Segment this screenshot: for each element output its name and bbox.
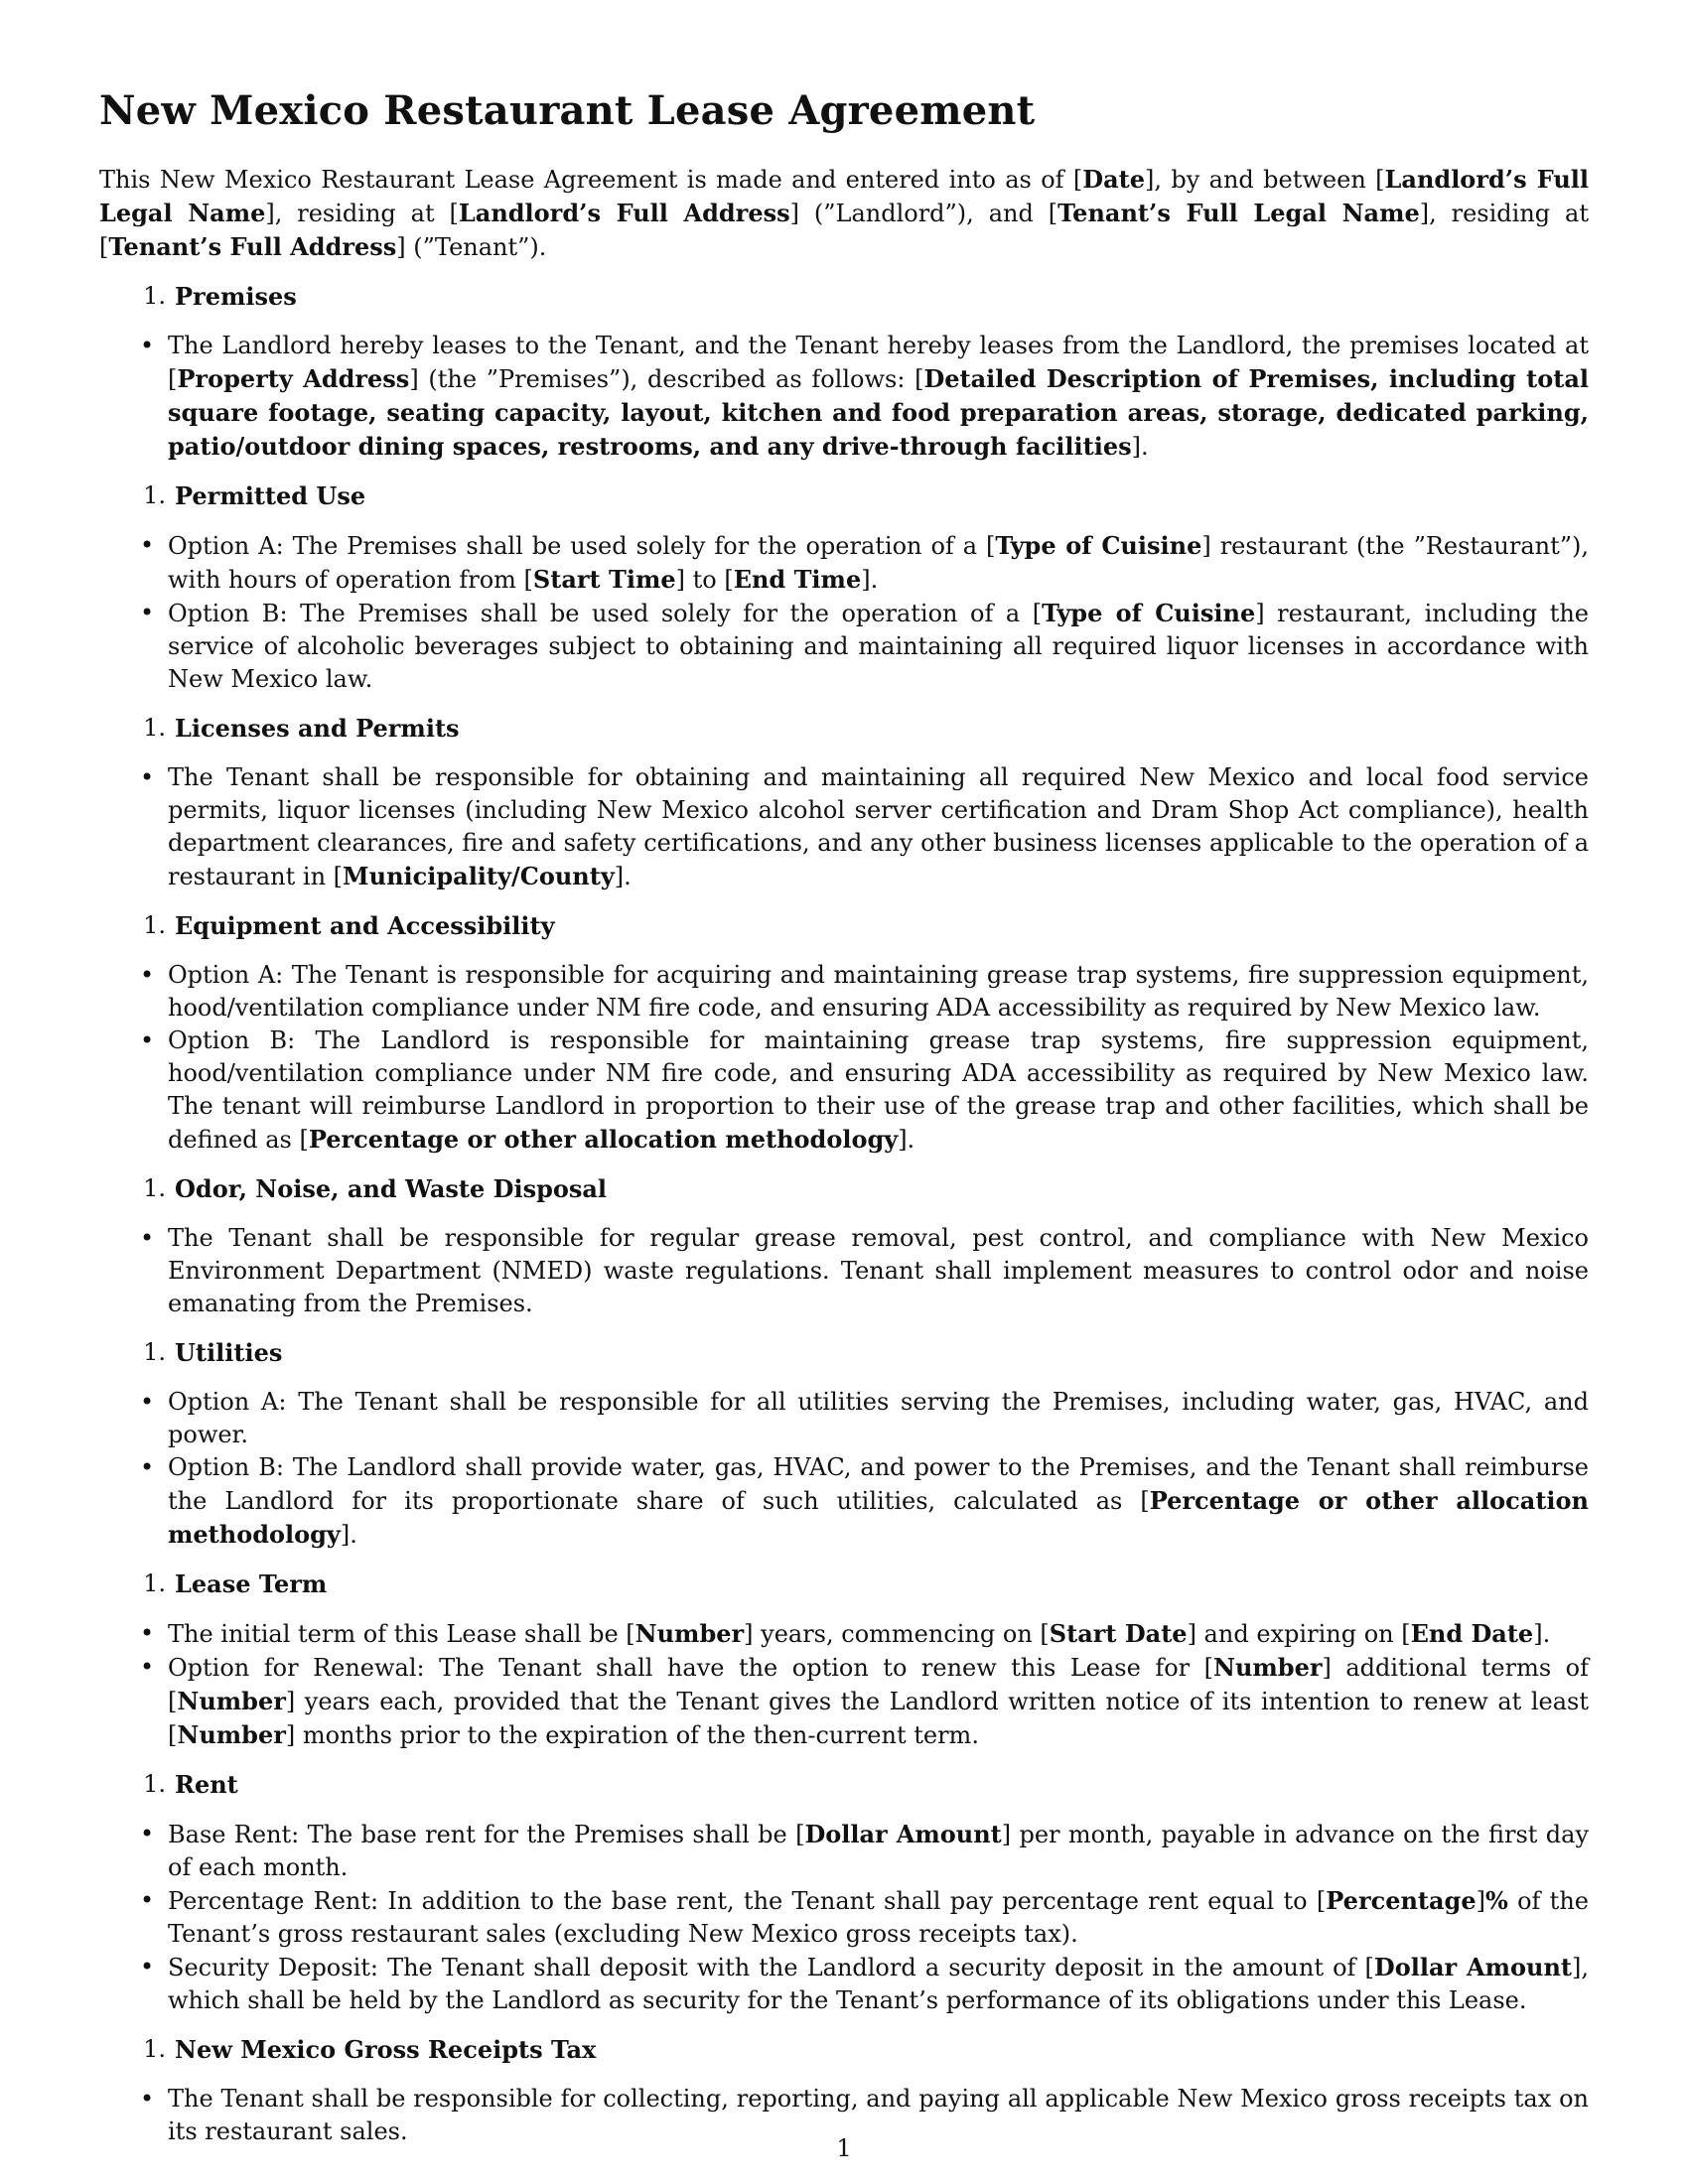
list-item [99,529,1589,597]
text-run: ], by and between [ [1145,166,1385,194]
section [99,909,1589,1157]
text-run: ]. [1131,433,1149,461]
bullet-list [99,1617,1589,1752]
text-run: This New Mexico Restaurant Lease Agreement is made and entered into as of [ [99,166,1083,194]
section [99,280,1589,464]
text-run: ] restaurant, including the service of alcoholic beverages subject to obtaining and maintaining all required liquor licenses in accordance with New Mexico law. [168,600,1590,693]
text-run: ]. [861,566,879,594]
section-number: 1. [143,911,166,939]
section-title: Licenses and Permits [175,714,460,743]
placeholder-field: Number [1213,1653,1323,1682]
section-heading [99,1568,1589,1600]
text-run: ] and expiring on [ [1187,1620,1411,1648]
placeholder-field: % [1484,1886,1508,1915]
section-title: Premises [175,282,297,311]
placeholder-field: Municipality/County [343,862,615,890]
section-title: Permitted Use [175,481,366,510]
section-title: Odor, Noise, and Waste Disposal [175,1174,608,1203]
page-number: 1 [836,2134,852,2162]
placeholder-field: Tenant’s Full Legal Name [1057,199,1420,227]
document-title: New Mexico Restaurant Lease Agreement [99,87,1036,134]
list-item [99,597,1589,696]
text-run: ]. [340,1521,357,1549]
text-run: Option A: The Premises shall be used solely for the operation of a [ [168,532,996,560]
text-run: The Tenant shall be responsible for regular grease removal, pest control, and compliance with New Mexico Environment Department (NMED) waste regulations. Tenant shall implement measures to control odor and noise emanating from the Premises. [168,1224,1589,1317]
section [99,1336,1589,1552]
placeholder-field: Start Time [532,565,676,594]
text-run: ]. [614,863,632,890]
text-run: The Landlord hereby leases to the Tenant, and the Tenant hereby leases from the Landlord, the premises located at [ [168,332,1589,393]
placeholder-field: Start Date [1049,1619,1188,1648]
placeholder-field: Percentage or other allocation methodology [308,1125,899,1154]
section-number: 1. [143,2035,166,2063]
list-item [99,1951,1589,2017]
placeholder-field: Number [177,1687,286,1715]
section [99,2033,1589,2148]
text-run: Option B: The Landlord is responsible for maintaining grease trap systems, fire suppression equipment, hood/ventilation compliance under NM fire code, and ensuring ADA accessibility as required by New Mexico law. The tenant will reimburse Landlord in proportion to their use of the grease trap and other facilities, which shall be defined as [ [168,1026,1589,1154]
text-run: ]. [898,1126,915,1154]
placeholder-field: Number [634,1619,745,1648]
section-number: 1. [143,282,166,310]
section-heading [99,909,1589,942]
bullet-list [99,529,1589,696]
text-run: The Tenant shall be responsible for obtaining and maintaining all required New Mexico and local food service permits, liquor licenses (including New Mexico alcohol server certification and Dram Shop Act compliance), health department clearances, fire and safety certifications, and any other business licenses applicable to the operation of a restaurant in [ [168,763,1589,890]
text-run: ] restaurant (the ”Restaurant”), with hours of operation from [ [168,532,1589,594]
placeholder-field: Percentage or other allocation methodology [168,1486,1589,1549]
placeholder-field: Tenant’s Full Address [108,232,397,261]
section-heading [99,1172,1589,1205]
section-title: New Mexico Gross Receipts Tax [175,2035,597,2064]
text-run: ] months prior to the expiration of the then-current term. [285,1721,979,1749]
section-heading [99,479,1589,512]
section-heading [99,712,1589,745]
list-item [99,1451,1589,1552]
list-item [99,1818,1589,1884]
section [99,1568,1589,1752]
text-run: ] additional terms of [ [168,1654,1589,1715]
intro-paragraph [99,163,1589,264]
list-item [99,1617,1589,1651]
text-run: ] (”Tenant”). [396,233,547,261]
bullet-list [99,1386,1589,1552]
placeholder-field: Type of Cuisine [1042,599,1256,627]
text-run: of the Tenant’s gross restaurant sales (excluding New Mexico gross receipts tax). [168,1887,1589,1948]
text-run: Percentage Rent: In addition to the base rent, the Tenant shall pay percentage rent equal to [ [168,1887,1327,1915]
section [99,1768,1589,2017]
list-item [99,761,1589,893]
placeholder-field: Landlord’s Full Legal Name [99,165,1590,227]
bullet-list [99,1222,1589,1320]
sections-container [99,280,1589,2148]
text-run: Option A: The Tenant is responsible for acquiring and maintaining grease trap systems, fire suppression equipment, hood/ventilation compliance under NM fire code, and ensuring ADA accessibility as required by New Mexico law. [168,961,1589,1022]
text-run: Option A: The Tenant shall be responsible for all utilities serving the Premises, including water, gas, HVAC, and power. [168,1388,1589,1448]
placeholder-field: Detailed Description of Premises, including total square footage, seating capacity, layout, kitchen and food preparation areas, storage, dedicated parking, patio/outdoor dining spaces, restrooms, and any drive-through facilities [168,364,1590,461]
bullet-list [99,1818,1589,2017]
list-item [99,1024,1589,1157]
placeholder-field: Landlord’s Full Address [458,199,790,227]
text-run: Option for Renewal: The Tenant shall have the option to renew this Lease for [ [168,1654,1213,1682]
list-item [99,959,1589,1024]
text-run: Option B: The Premises shall be used solely for the operation of a [ [168,600,1043,627]
list-item [99,1386,1589,1451]
text-run: The initial term of this Lease shall be [ [168,1620,635,1648]
text-run: ] (the ”Premises”), described as follows: [ [409,365,924,393]
placeholder-field: Type of Cuisine [995,531,1202,560]
section-heading [99,1336,1589,1369]
list-item [99,1884,1589,1951]
section-heading [99,280,1589,313]
section-title: Utilities [175,1338,283,1367]
section-number: 1. [143,1770,166,1798]
section [99,479,1589,696]
section-number: 1. [143,1570,166,1597]
text-run: ], which shall be held by the Landlord as security for the Tenant’s performance of its obligations under this Lease. [168,1954,1589,2014]
list-item [99,1651,1589,1752]
text-run: ] to [ [675,566,734,594]
section-number: 1. [143,1338,166,1366]
section-title: Rent [175,1770,238,1799]
placeholder-field: End Time [733,565,862,594]
text-run: ], residing at [ [99,200,1590,261]
section [99,712,1589,893]
placeholder-field: Number [177,1720,286,1749]
text-run: ] per month, payable in advance on the first day of each month. [168,1821,1589,1881]
text-run: ], residing at [ [265,200,459,227]
section-title: Equipment and Accessibility [175,911,555,940]
text-run: Security Deposit: The Tenant shall deposit with the Landlord a security deposit in the amount of [ [168,1954,1374,1981]
text-run: ] [1476,1887,1485,1915]
section-number: 1. [143,714,166,742]
text-run: ] years, commencing on [ [744,1620,1050,1648]
bullet-list [99,761,1589,893]
text-run: ] (”Landlord”), and [ [789,200,1058,227]
text-run: Base Rent: The base rent for the Premises shall be [ [168,1821,805,1848]
placeholder-field: End Date [1410,1619,1534,1648]
section-heading [99,1768,1589,1801]
placeholder-field: Property Address [177,364,410,393]
text-run: The Tenant shall be responsible for collecting, reporting, and paying all applicable New Mexico gross receipts tax on its restaurant sales. [168,2085,1589,2145]
bullet-list [99,330,1589,464]
section-title: Lease Term [175,1570,328,1598]
bullet-list [99,959,1589,1157]
list-item [99,1222,1589,1320]
section-number: 1. [143,1174,166,1202]
placeholder-field: Dollar Amount [1373,1953,1572,1981]
section [99,1172,1589,1320]
placeholder-field: Dollar Amount [804,1820,1002,1848]
text-run: Option B: The Landlord shall provide water, gas, HVAC, and power to the Premises, and the Tenant shall reimburse the Landlord for its proportionate share of such utilities, calculated as [ [168,1453,1589,1515]
section-number: 1. [143,481,166,509]
section-heading [99,2033,1589,2066]
text-run: ] years each, provided that the Tenant gives the Landlord written notice of its intention to renew at least [ [168,1688,1589,1749]
placeholder-field: Percentage [1326,1886,1477,1915]
list-item [99,330,1589,464]
placeholder-field: Date [1082,165,1145,194]
text-run: ]. [1533,1620,1551,1648]
